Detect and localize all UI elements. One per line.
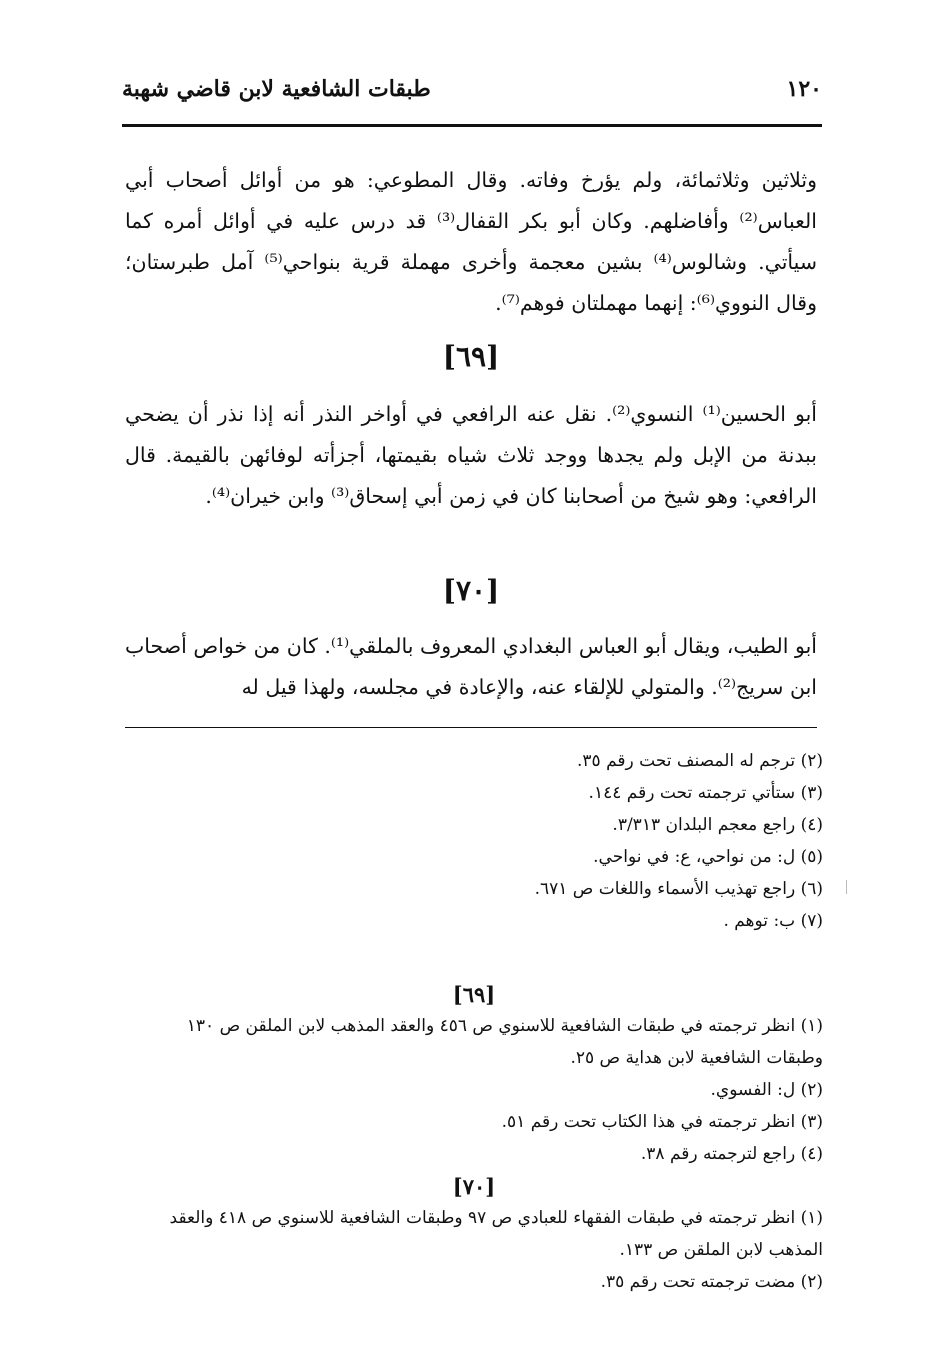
footnotes-entry-69	[125, 980, 823, 1170]
footnotes-entry-70	[125, 1172, 823, 1298]
paragraph-entry-69: أبو الحسين⁽¹⁾ النسوي⁽²⁾. نقل عنه الرافعي في أواخر النذر أنه إذا نذر أن يضحي ببدنة من الإبل ولم يجدها ووجد ثلاث شياه بقيمتها، أجزأته لوفائهن بالقيمة. قال الرافعي: وهو شيخ من أصحابنا كان في زمن أبي إسحاق⁽³⁾ وابن خيران⁽⁴⁾.	[125, 402, 818, 508]
footnote: (٤) راجع لترجمته رقم ٣٨.	[640, 1144, 823, 1164]
paragraph-continuation: وثلاثين وثلاثمائة، ولم يؤرخ وفاته. وقال المطوعي: هو من أوائل أصحاب أبي العباس⁽²⁾ وأفاضلهم. وكان أبو بكر القفال⁽³⁾ قد درس عليه في أوائل أمره كما سيأتي. وشالوس⁽⁴⁾ بشين معجمة وأخرى مهملة قرية بنواحي⁽⁵⁾ آمل طبرستان؛ وقال النووي⁽⁶⁾: إنهما مهملتان فوهم⁽⁷⁾.	[125, 168, 818, 315]
footnote: (١) انظر ترجمته في طبقات الشافعية للاسنوي ص ٤٥٦ والعقد المذهب لابن الملقن ص ١٣٠ وطبقات الشافعية لابن هداية ص ٢٥.	[186, 1016, 823, 1068]
footnotes-previous-entry	[125, 745, 823, 937]
footnote: (٣) ستأتي ترجمته تحت رقم ١٤٤.	[588, 783, 823, 803]
entry-heading-70: [٧٠]	[442, 574, 500, 607]
page-header	[122, 72, 822, 116]
header-rule	[122, 124, 822, 127]
footnote: (٣) انظر ترجمته في هذا الكتاب تحت رقم ٥١.	[501, 1112, 823, 1132]
running-title: طبقات الشافعية لابن قاضي شهبة	[122, 76, 431, 102]
footnote: (٤) راجع معجم البلدان ٣/٣١٣.	[612, 815, 823, 835]
footnote-heading-70: [٧٠]	[452, 1174, 496, 1199]
paragraph-entry-70: أبو الطيب، ويقال أبو العباس البغدادي المعروف بالملقي⁽¹⁾. كان من خواص أصحاب ابن سريج⁽²⁾. والمتولي للإلقاء عنه، والإعادة في مجلسه، ولهذا قيل له	[125, 634, 818, 699]
page-number: ١٢٠	[786, 76, 822, 102]
entry-heading-69: [٦٩]	[442, 340, 500, 373]
footnote: (٢) مضت ترجمته تحت رقم ٣٥.	[600, 1272, 823, 1292]
footnote: (١) انظر ترجمته في طبقات الفقهاء للعبادي ص ٩٧ وطبقات الشافعية للاسنوي ص ٤١٨ والعقد المذهب لابن الملقن ص ١٣٣.	[169, 1208, 823, 1260]
footnote: (٦) راجع تهذيب الأسماء واللغات ص ٦٧١.	[534, 879, 823, 899]
footnote-heading-69: [٦٩]	[452, 982, 496, 1007]
footnote: (٧) ب: توهم .	[723, 911, 823, 931]
footnote: (٢) ترجم له المصنف تحت رقم ٣٥.	[577, 751, 823, 771]
footnote-separator	[125, 727, 817, 728]
scan-margin-mark	[846, 880, 847, 894]
footnote: (٥) ل: من نواحي، ع: في نواحي.	[593, 847, 823, 867]
footnote: (٢) ل: الفسوي.	[710, 1080, 823, 1100]
